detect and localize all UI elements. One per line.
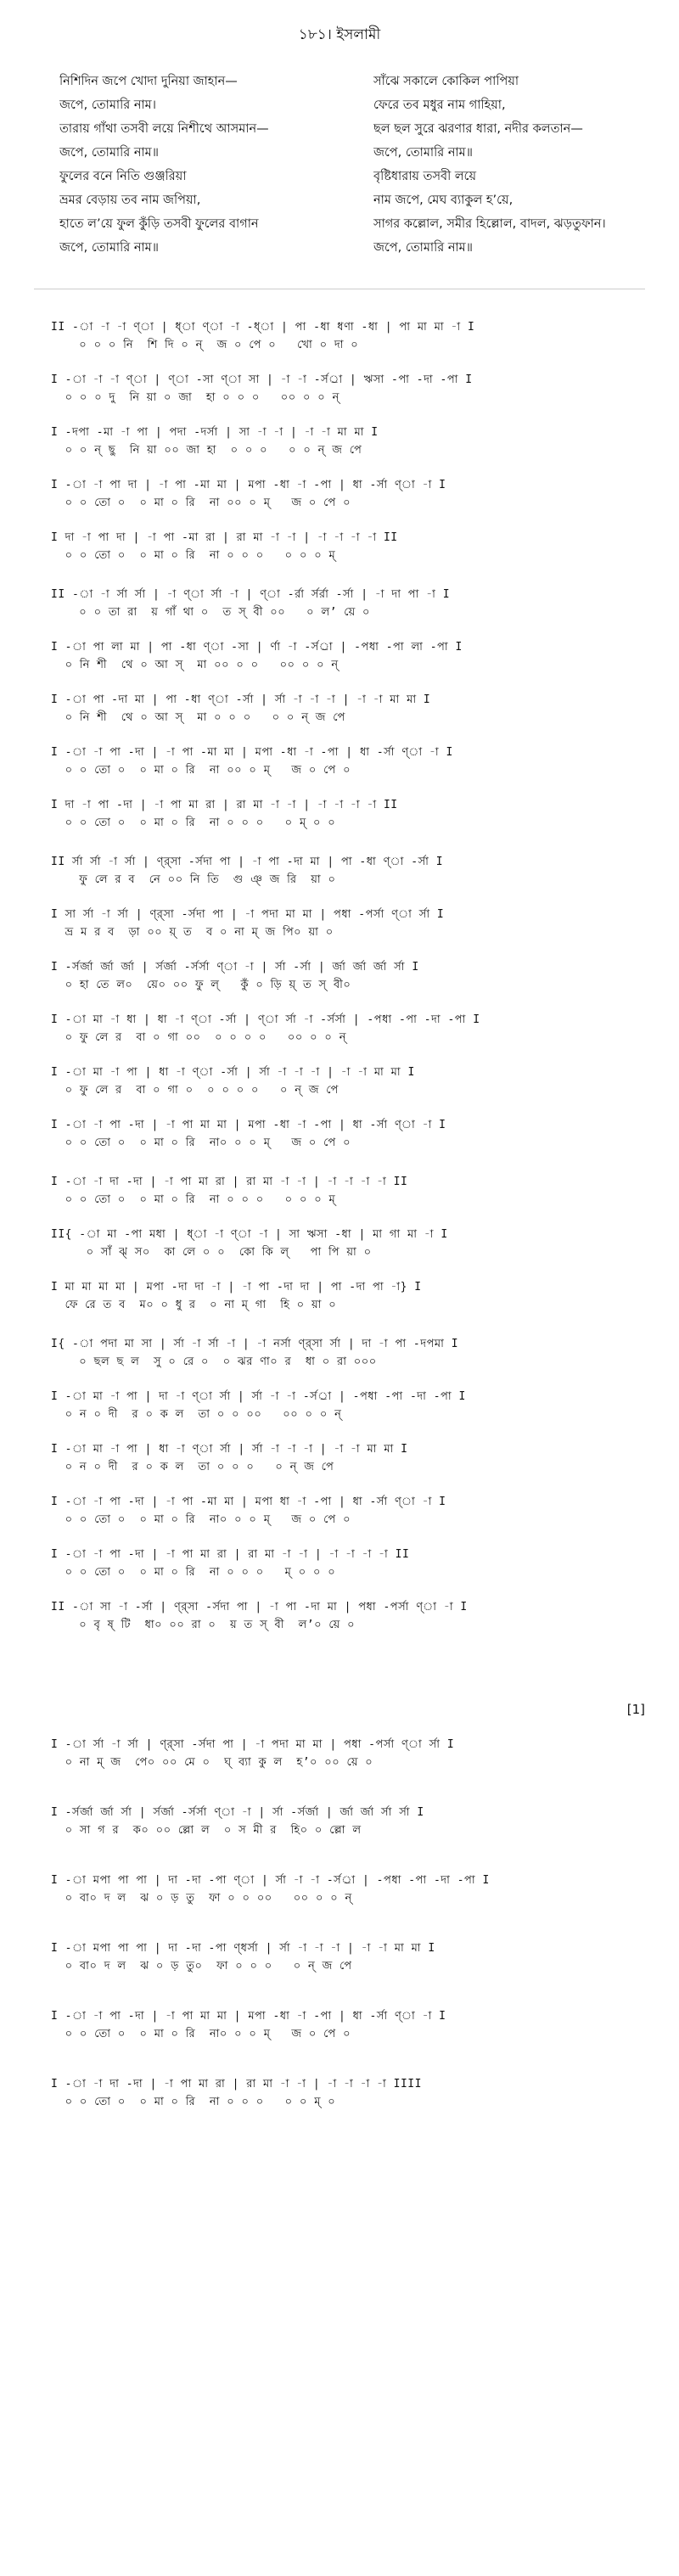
lyrics-block	[59, 70, 645, 260]
lyric-line: সাগর কল্লোল, সমীর হিল্লোল, বাদল, ঝড়তুফান।	[373, 217, 606, 231]
syllable-line: ০ না ম্ জ পে০ ০০ মে ০ ঘ্ ব্যা কু ল হ’০ ০০ য়ে ০	[51, 1756, 373, 1769]
syllable-line: ০ ফু লে র বা ০ গা ০০ ০ ০ ০ ০ ০০ ০ ০ ন্	[51, 1031, 346, 1044]
syllable-line: ০ ০ তো ০ ০ মা ০ রি না ০ ০ ০ ম্ ০ ০ ০	[51, 1566, 336, 1579]
swara-line: I মা মা মা মা | মপা -দা দা -া | -া পা -দা দা | পা -দা পা -া} I	[51, 1281, 422, 1294]
notation-staff	[51, 1598, 645, 1634]
swara-line: I -া -া দা -দা | -া পা মা রা | রা মা -া -া | -া -া -া -া IIII	[51, 2078, 422, 2091]
swara-line: I -া পা লা মা | পা -ধা ণ্া -সা | র্ণা -া -র্সর্া | -পধা -পা লা -পা I	[51, 641, 463, 654]
swara-line: II -া সা -া -র্সা | ণ্র্সা -র্সদা পা | -া পা -দা মা | পধা -পর্সা ণ্া -া I	[51, 1601, 468, 1614]
syllable-line: ০ ০ তো ০ ০ মা ০ রি না০ ০ ০ ম্ জ ০ পে ০	[51, 1136, 351, 1149]
notation-staff	[51, 1278, 645, 1314]
syllable-line: ০ নি শী থে ০ আ স্ মা ০ ০ ০ ০ ০ ন্ জ পে	[51, 711, 345, 724]
notation-staff	[51, 1173, 645, 1209]
lyric-row	[59, 141, 645, 165]
notation-staff	[51, 1546, 645, 1581]
syllable-line: ফে রে ত ব ম০ ০ ধু র ০ না ম্ গা হি ০ য়া ০	[51, 1299, 337, 1311]
swara-line: I -া -া পা -দা | -া পা মা রা | রা মা -া -া | -া -া -া -া II	[51, 1548, 410, 1561]
syllable-line: ০ সাঁ ঝ্ স০ কা লে ০ ০ কো কি ল্ পা পি য়া ০	[51, 1246, 372, 1259]
lyric-line: জপে, তোমারি নাম॥	[373, 241, 473, 255]
swara-line: I -া -া পা দা | -া পা -মা মা | মপা -ধা -া -পা | ধা -র্সা ণ্া -া I	[51, 479, 446, 491]
lyric-row	[59, 236, 645, 260]
page-marker: [1]	[626, 1702, 645, 1717]
syllable-line: ০ ০ তো ০ ০ মা ০ রি না ০ ০ ০ ০ ০ ম্ ০	[51, 2096, 336, 2108]
notation-staff	[51, 691, 645, 727]
syllable-line: ০ ০ ন্ ছু নি য়া ০০ জা হা ০ ০ ০ ০ ০ ন্ জ পে	[51, 444, 362, 457]
lyric-row	[59, 188, 645, 212]
swara-line: I -া -া -া ণ্া | ণ্া -সা ণ্া সা | -া -া -র্সর্া | ঋসা -পা -দা -পা I	[51, 373, 473, 386]
notation-staff	[51, 1335, 645, 1371]
syllable-line: ০ ০ তো ০ ০ মা ০ রি না০ ০ ০ ম্ জ ০ পে ০	[51, 2028, 351, 2040]
notation-staff	[51, 1064, 645, 1099]
swara-line: I -র্সর্জা র্জা র্সা | র্সর্জা -র্সর্সা ণ্া -া | র্সা -র্সর্জা | র্জা র্জা র্সা র্সা I	[51, 1806, 424, 1819]
notation-staff	[51, 2007, 645, 2043]
swara-line: II{ -া মা -পা মধা | ধ্া -া ণ্া -া | সা ঋসা -ধা | মা গা মা -া I	[51, 1228, 448, 1241]
notation-staff	[51, 1440, 645, 1476]
lyric-row	[59, 212, 645, 236]
lyric-line: ফুলের বনে নিতি গুঞ্জরিয়া	[59, 170, 187, 183]
notation-staff	[51, 318, 645, 354]
page-title: ১৮১। ইসলামী	[298, 26, 381, 43]
swara-line: I -া মা -া ধা | ধা -া ণ্া -র্সা | ণ্া র্সা -া -র্সর্সা | -পধা -পা -দা -পা I	[51, 1013, 480, 1026]
lyric-line: তারায় গাঁথা তসবী লয়ে নিশীথে আসমান—	[59, 122, 269, 136]
swara-line: I -া পা -দা মা | পা -ধা ণ্া -র্সা | র্সা -া -া -া | -া -া মা মা I	[51, 693, 431, 706]
lyric-line: সাঁঝে সকালে কোকিল পাপিয়া	[373, 75, 519, 88]
swara-line: I দা -া পা দা | -া পা -মা রা | রা মা -া -া | -া -া -া -া II	[51, 531, 398, 544]
swara-line: II -া -া -া ণ্া | ধ্া ণ্া -া -ধ্া | পা -ধা ধণা -ধা | পা মা মা -া I	[51, 321, 475, 334]
notation-staff	[51, 1011, 645, 1047]
notation-staff	[51, 529, 645, 564]
lyric-line: নাম জপে, মেঘ ব্যাকুল হ’য়ে,	[373, 194, 513, 207]
syllable-line: ০ বৃ ষ্ টি ধা০ ০০ রা ০ য় ত স্ বী ল’০ য়ে ০	[51, 1619, 356, 1631]
syllable-line: ফু লে র ব নে ০০ নি তি গু ঞ্ জ রি য়া ০	[51, 873, 336, 886]
syllable-line: ০ ০ তো ০ ০ মা ০ রি না ০ ০ ০ ০ ম্ ০ ০	[51, 817, 336, 829]
notation-staff	[51, 1872, 645, 1907]
notation-staff	[51, 906, 645, 941]
syllable-line: ০ বা০ দ ল ঝ ০ ড় তু০ ফা ০ ০ ০ ০ ন্ জ পে	[51, 1960, 352, 1973]
syllable-line: ০ সা গ র ক০ ০০ ল্লো ল ০ স মী র হি০ ০ ল্লো ল	[51, 1824, 362, 1837]
swara-line: I{ -া পদা মা সা | র্সা -া র্সা -া | -া নর্সা ণ্র্সা র্সা | দা -া পা -দপমা I	[51, 1338, 459, 1350]
swara-line: I -া মা -া পা | দা -া ণ্া র্সা | র্সা -া -া -র্সর্া | -পধা -পা -দা -পা I	[51, 1390, 466, 1403]
notation-staff	[51, 958, 645, 994]
lyric-row	[59, 70, 645, 93]
syllable-line: ০ হা তে ল০ য়ে০ ০০ ফু ল্ কুঁ ০ ড়ি য়্ ত স্ বী০	[51, 979, 351, 991]
notation-staff	[51, 638, 645, 674]
lyric-line: হাতে ল’য়ে ফুল কুঁড়ি তসবী ফুলের বাগান	[59, 217, 259, 231]
notation-staff	[51, 371, 645, 407]
swara-line: I দা -া পা -দা | -া পা মা রা | রা মা -া -া | -া -া -া -া II	[51, 799, 398, 811]
swara-line: I -া মা -া পা | ধা -া ণ্া -র্সা | র্সা -া -া -া | -া -া মা মা I	[51, 1066, 415, 1079]
syllable-line: ০ ০ তো ০ ০ মা ০ রি না ০ ০ ০ ০ ০ ০ ম্	[51, 1193, 336, 1206]
swara-line: I -া -া পা -দা | -া পা মা মা | মপা -ধা -া -পা | ধা -র্সা ণ্া -া I	[51, 2010, 446, 2023]
notation-staff	[51, 1736, 645, 1771]
notation-staff	[51, 1939, 645, 1975]
lyric-row	[59, 117, 645, 141]
swara-line: I সা র্সা -া র্সা | ণ্র্সা -র্সদা পা | -া পদা মা মা | পধা -পর্সা ণ্া র্সা I	[51, 908, 445, 921]
lyric-line: ছল ছল সুরে ঝরণার ধারা, নদীর কলতান—	[373, 122, 583, 136]
syllable-line: ০ ছল ছ ল সু ০ রে ০ ০ ঝর ণা০ র ধা ০ রা ০০০	[51, 1355, 377, 1368]
swara-line: I -া -া দা -দা | -া পা মা রা | রা মা -া -া | -া -া -া -া II	[51, 1176, 408, 1188]
notation-staff	[51, 1804, 645, 1839]
swara-line: I -া -া পা -দা | -া পা মা মা | মপা -ধা -া -পা | ধা -র্সা ণ্া -া I	[51, 1119, 446, 1131]
lyric-line: ফেরে তব মধুর নাম গাহিয়া,	[373, 98, 506, 112]
notation-staff	[51, 424, 645, 459]
syllable-line: ০ ০ তো ০ ০ মা ০ রি না ০০ ০ ম্ জ ০ পে ০	[51, 497, 351, 509]
swara-line: I -র্সর্জা র্জা র্জা | র্সর্জা -র্সর্সা ণ্া -া | র্সা -র্সা | র্জা র্জা র্জা র্সা I	[51, 961, 419, 974]
swara-line: I -দপা -মা -া পা | পদা -দর্সা | সা -া -া | -া -া মা মা I	[51, 426, 379, 439]
swara-line: I -া মা -া পা | ধা -া ণ্া র্সা | র্সা -া -া -া | -া -া মা মা I	[51, 1443, 408, 1456]
syllable-line: ০ ০ তা রা য় গাঁ থা ০ ত স্ বী ০০ ০ ল’ য়ে ০	[51, 606, 371, 619]
syllable-line: ০ বা০ দ ল ঝ ০ ড় তু ফা ০ ০ ০০ ০০ ০ ০ ন্	[51, 1892, 352, 1905]
swara-line: II -া -া র্সা র্সা | -া ণ্া র্সা -া | ণ্া -র্রা র্সর্রা -র্সা | -া দা পা -া I	[51, 588, 451, 601]
swara-line: II র্সা র্সা -া র্সা | ণ্র্সা -র্সদা পা | -া পা -দা মা | পা -ধা ণ্া -র্সা I	[51, 856, 444, 868]
notation-staff	[51, 853, 645, 889]
notation-staff	[51, 476, 645, 512]
lyric-row	[59, 165, 645, 188]
swara-line: I -া মপা পা পা | দা -দা -পা ণ্া | র্সা -া -া -র্সর্া | -পধা -পা -দা -পা I	[51, 1874, 490, 1887]
lyric-line: জপে, তোমারি নাম॥	[59, 146, 159, 160]
syllable-line: ০ ফু লে র বা ০ গা ০ ০ ০ ০ ০ ০ ন্ জ পে	[51, 1084, 339, 1097]
notation-staff	[51, 744, 645, 779]
lyric-line: জপে, তোমারি নাম।	[59, 98, 156, 112]
syllable-line: ০ ০ তো ০ ০ মা ০ রি না০ ০ ০ ম্ জ ০ পে ০	[51, 1513, 351, 1526]
notation-staff	[51, 2075, 645, 2111]
swara-line: I -া র্সা -া র্সা | ণ্র্সা -র্সদা পা | -া পদা মা মা | পধা -পর্সা ণ্া র্সা I	[51, 1738, 455, 1751]
swara-line: I -া মপা পা পা | দা -দা -পা ণ্ধর্সা | র্সা -া -া -া | -া -া মা মা I	[51, 1942, 435, 1955]
notation-staff	[51, 586, 645, 621]
syllable-line: ০ ০ ০ নি শি দি ০ ন্ জ ০ পে ০ খো ০ দা ০	[51, 339, 359, 351]
lyric-line: নিশিদিন জপে খোদা দুনিয়া জাহান—	[59, 75, 238, 88]
lyric-row	[59, 93, 645, 117]
syllable-line: ০ ০ তো ০ ০ মা ০ রি না ০০ ০ ম্ জ ০ পে ০	[51, 764, 351, 777]
notation-staff	[51, 1116, 645, 1152]
syllable-line: ০ ০ তো ০ ০ মা ০ রি না ০ ০ ০ ০ ০ ০ ম্	[51, 549, 336, 562]
notation-staff	[51, 796, 645, 832]
syllable-line: ভ্র ম র ব ড়া ০০ য়্ ত ব ০ না ম্ জ পি০ য়া ০	[51, 926, 334, 939]
notation-staff	[51, 1226, 645, 1261]
syllable-line: ০ নি শী থে ০ আ স্ মা ০০ ০ ০ ০০ ০ ০ ন্	[51, 659, 339, 671]
syllable-line: ০ ন ০ দী র ০ ক ল তা ০ ০ ০ ০ ন্ জ পে	[51, 1461, 334, 1473]
lyric-line: জপে, তোমারি নাম॥	[59, 241, 159, 255]
syllable-line: ০ ন ০ দী র ০ ক ল তা ০ ০ ০০ ০০ ০ ০ ন্	[51, 1408, 342, 1421]
notation-staff	[51, 1388, 645, 1423]
lyric-line: জপে, তোমারি নাম॥	[373, 146, 473, 160]
lyric-line: বৃষ্টিধারায় তসবী লয়ে	[373, 170, 477, 183]
syllable-line: ০ ০ ০ দু নি য়া ০ জা হা ০ ০ ০ ০০ ০ ০ ন্	[51, 391, 340, 404]
lyric-line: ভ্রমর বেড়ায় তব নাম জপিয়া,	[59, 194, 201, 207]
notation-staff	[51, 1493, 645, 1529]
swara-line: I -া -া পা -দা | -া পা -মা মা | মপা -ধা -া -পা | ধা -র্সা ণ্া -া I	[51, 746, 453, 759]
swara-line: I -া -া পা -দা | -া পা -মা মা | মপা ধা -া -পা | ধা -র্সা ণ্া -া I	[51, 1496, 446, 1508]
